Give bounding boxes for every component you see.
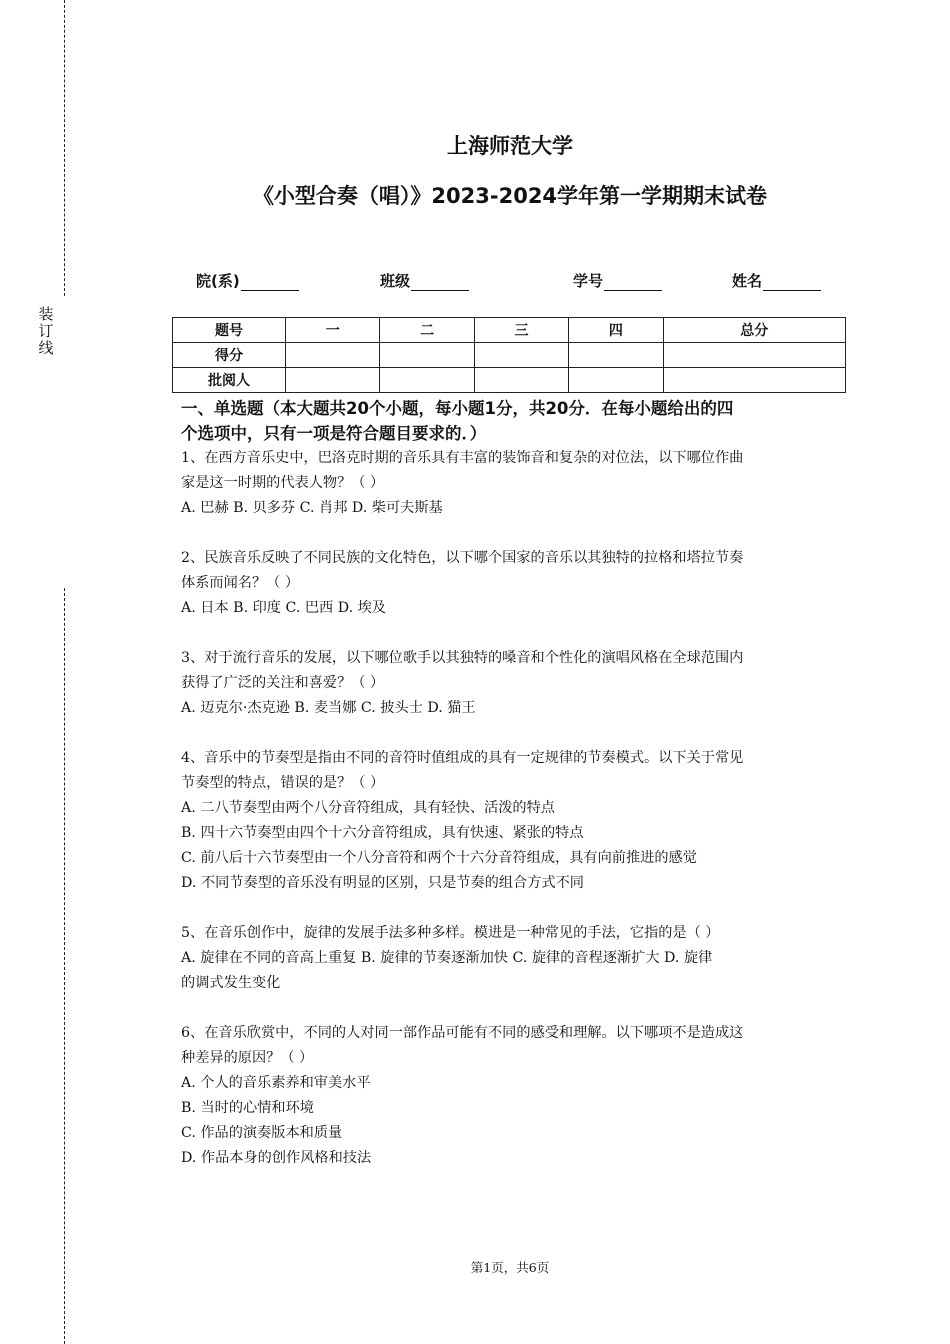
question-options: A. 旋律在不同的音高上重复 B. 旋律的节奏逐渐加快 C. 旋律的音程逐渐扩大 D. 旋律: [181, 950, 713, 966]
score-table-column: 四: [569, 318, 663, 343]
question-option: A. 二八节奏型由两个八分音符组成，具有轻快、活泼的特点: [181, 800, 555, 816]
grader-cell[interactable]: [663, 368, 846, 393]
class-field: 班级: [380, 270, 469, 291]
question-5: [181, 921, 841, 996]
question-3: [181, 646, 841, 721]
section-heading: 一、单选题（本大题共20个小题，每小题1分，共20分．在每小题给出的四: [181, 399, 734, 418]
exam-title: 《小型合奏（唱）》2023-2024学年第一学期期末试卷: [252, 184, 768, 208]
score-table-grader-row: [173, 368, 846, 393]
college-blank[interactable]: [241, 275, 299, 291]
score-cell[interactable]: [380, 343, 474, 368]
question-option: D. 不同节奏型的音乐没有明显的区别，只是节奏的组合方式不同: [181, 875, 584, 891]
question-text: 4、音乐中的节奏型是指由不同的音符时值组成的具有一定规律的节奏模式。以下关于常见: [181, 750, 744, 766]
question-1: [181, 446, 841, 521]
question-text: 家是这一时期的代表人物？（ ）: [181, 475, 385, 491]
name-blank[interactable]: [763, 275, 821, 291]
page-number: 第1页，共6页: [470, 1260, 550, 1275]
grader-cell[interactable]: [474, 368, 568, 393]
question-text: 节奏型的特点，错误的是？（ ）: [181, 775, 385, 791]
question-text: 1、在西方音乐史中，巴洛克时期的音乐具有丰富的装饰音和复杂的对位法，以下哪位作曲: [181, 450, 744, 466]
score-table-column: 一: [286, 318, 380, 343]
exam-content: [181, 396, 841, 1171]
section-heading: 个选项中，只有一项是符合题目要求的．）: [181, 424, 487, 443]
question-option: C. 作品的演奏版本和质量: [181, 1125, 343, 1141]
score-cell[interactable]: [569, 343, 663, 368]
student-id-field: 学号: [573, 270, 662, 291]
question-option: D. 作品本身的创作风格和技法: [181, 1150, 372, 1166]
question-4: [181, 746, 841, 896]
question-options: A. 迈克尔·杰克逊 B. 麦当娜 C. 披头士 D. 猫王: [181, 700, 476, 716]
student-id-blank[interactable]: [604, 275, 662, 291]
question-6: [181, 1021, 841, 1171]
question-2: [181, 546, 841, 621]
score-table-label: 得分: [173, 343, 286, 368]
score-table-column: 三: [474, 318, 568, 343]
question-text: 种差异的原因？（ ）: [181, 1050, 314, 1066]
question-options: A. 巴赫 B. 贝多芬 C. 肖邦 D. 柴可夫斯基: [181, 500, 443, 516]
binding-line-bottom: [64, 588, 65, 1344]
question-option: B. 四十六节奏型由四个十六分音符组成，具有快速、紧张的特点: [181, 825, 584, 841]
score-table-label: 题号: [173, 318, 286, 343]
college-field: 院(系): [196, 270, 299, 291]
score-table-label: 批阅人: [173, 368, 286, 393]
question-text: 体系而闻名？（ ）: [181, 575, 300, 591]
score-table-column: 总分: [663, 318, 846, 343]
class-blank[interactable]: [411, 275, 469, 291]
university-title: 上海师范大学: [447, 134, 573, 158]
score-table: [172, 317, 846, 393]
grader-cell[interactable]: [286, 368, 380, 393]
score-cell[interactable]: [663, 343, 846, 368]
score-table-header-row: [173, 318, 846, 343]
question-options: A. 日本 B. 印度 C. 巴西 D. 埃及: [181, 600, 386, 616]
question-text: 获得了广泛的关注和喜爱？（ ）: [181, 675, 385, 691]
grader-cell[interactable]: [380, 368, 474, 393]
grader-cell[interactable]: [569, 368, 663, 393]
question-text: 5、在音乐创作中，旋律的发展手法多种多样。模进是一种常见的手法，它指的是（ ）: [181, 925, 720, 941]
question-option: A. 个人的音乐素养和审美水平: [181, 1075, 371, 1091]
score-table-score-row: [173, 343, 846, 368]
question-text: 2、民族音乐反映了不同民族的文化特色，以下哪个国家的音乐以其独特的拉格和塔拉节奏: [181, 550, 744, 566]
question-text: 6、在音乐欣赏中，不同的人对同一部作品可能有不同的感受和理解。以下哪项不是造成这: [181, 1025, 744, 1041]
question-option: B. 当时的心情和环境: [181, 1100, 314, 1116]
question-options: 的调式发生变化: [181, 975, 281, 991]
score-cell[interactable]: [474, 343, 568, 368]
name-field: 姓名: [732, 270, 821, 291]
score-cell[interactable]: [286, 343, 380, 368]
binding-label: 装 订 线: [38, 305, 54, 357]
question-option: C. 前八后十六节奏型由一个八分音符和两个十六分音符组成，具有向前推进的感觉: [181, 850, 697, 866]
score-table-column: 二: [380, 318, 474, 343]
question-text: 3、对于流行音乐的发展，以下哪位歌手以其独特的嗓音和个性化的演唱风格在全球范围内: [181, 650, 744, 666]
